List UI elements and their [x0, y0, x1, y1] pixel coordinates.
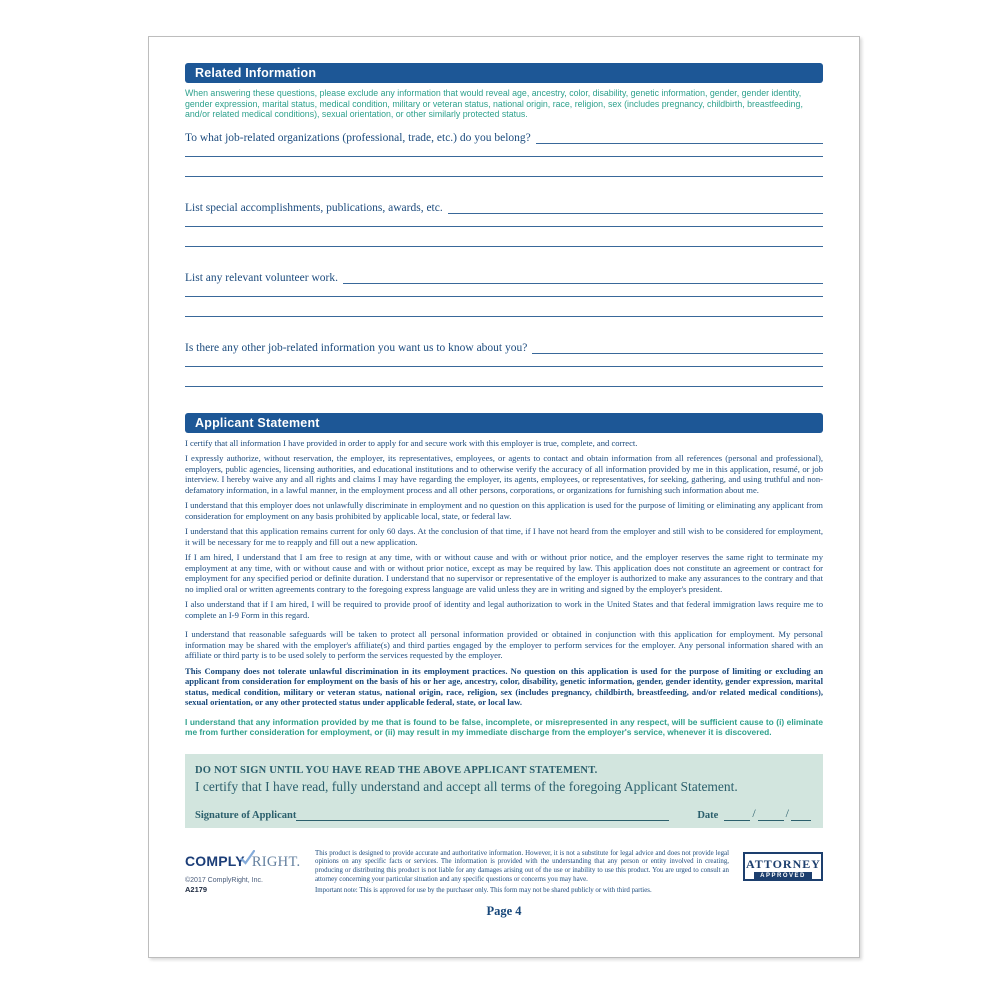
statement-paragraph-no-discrimination: This Company does not tolerate unlawful discrimination in its employment practices. No question on this application is used for the purpose of limiting or excluding an applicant from consideration for employment on the basis of his or her age, ancestry, color, disability, genetic information, gender, gender identity, gender expression, marital status, medical condition, military or veteran status, national origin, race, religion, sex (includes pregnancy, childbirth, breastfeeding, and/or related medical conditions), sexual orientation, or any other protected status under applicable federal, state, or local law.	[185, 665, 823, 708]
attorney-approved-badge	[743, 850, 823, 881]
answer-line[interactable]	[536, 130, 823, 144]
question-other-information	[185, 339, 823, 387]
logo-text-comply: COMPLY	[185, 852, 245, 869]
statement-paragraph: I expressly authorize, without reservation, the employer, its representatives, employees, or agents to contact and obtain information from all references (personal and professional), employers, public agencies, licensing authorities, and educational institutions and to otherwise verify the accuracy of all information provided by me in this application, resumé, or job interview. I hereby waive any and all rights and claims I may have regarding the employer, its agents, employees, or representatives, for seeking, gathering, and using truthful and non-defamatory information, in a lawful manner, in the employment process and all other persons, corporations, or organizations for furnishing such information about me.	[185, 453, 823, 495]
answer-line[interactable]	[185, 284, 823, 297]
question-label: To what job-related organizations (professional, trade, etc.) do you belong?	[185, 131, 531, 144]
question-label: Is there any other job-related information you want us to know about you?	[185, 341, 528, 354]
answer-line[interactable]	[448, 200, 823, 214]
certify-statement: I certify that I have read, fully understand and accept all terms of the foregoing Applicant Statement.	[195, 778, 738, 794]
important-note: Important note: This is approved for use by the purchaser only. This form may not be shared publicly or with third parties.	[315, 887, 652, 895]
signature-row	[195, 806, 811, 821]
question-label: List any relevant volunteer work.	[185, 271, 338, 284]
date-year-line[interactable]	[791, 809, 811, 821]
answer-line[interactable]	[343, 270, 823, 284]
applicant-statement-title: Applicant Statement	[195, 415, 320, 430]
date-day-line[interactable]	[758, 809, 784, 821]
statement-paragraph: I also understand that if I am hired, I will be required to provide proof of identity and legal authorization to work in the United States and that federal immigration laws require me to complete an I-9 Form in this regard.	[185, 599, 823, 620]
application-form-page	[148, 36, 860, 958]
complyright-logo	[185, 850, 303, 871]
statement-paragraph: I understand that this application remains current for only 60 days. At the conclusion of that time, if I have not heard from the employer and still wish to be considered for employment, it will be necessary for me to reapply and fill out a new application.	[185, 526, 823, 547]
answer-line[interactable]	[532, 340, 823, 354]
applicant-statement-header	[185, 413, 823, 433]
answer-line[interactable]	[185, 214, 823, 227]
question-volunteer-work	[185, 269, 823, 317]
answer-line[interactable]	[185, 227, 823, 247]
date-month-line[interactable]	[724, 809, 750, 821]
date-label: Date	[697, 809, 719, 821]
signature-box	[185, 754, 823, 828]
copyright-text: ©2017 ComplyRight, Inc.	[185, 876, 263, 884]
page-number: Page 4	[486, 904, 522, 919]
statement-paragraph-false-information: I understand that any information provided by me that is found to be false, incomplete, or misrepresented in any respect, will be sufficient cause to (i) eliminate me from further consideration for employment, or (ii) may result in my immediate discharge from the employer's service, whenever it is discovered.	[185, 716, 823, 738]
answer-line[interactable]	[185, 144, 823, 157]
badge-approved-text: APPROVED	[754, 872, 812, 881]
question-job-organizations	[185, 129, 823, 177]
related-information-intro: When answering these questions, please exclude any information that would reveal age, ancestry, color, disability, genetic information, gender, gender identity, gender expression, marital status, medical condition, military or veteran status, national origin, race, religion, sex (includes pregnancy, childbirth, breastfeeding, and/or related medical conditions), sexual orientation, or other similarly protected status.	[185, 88, 803, 120]
statement-paragraph: I understand that reasonable safeguards will be taken to protect all personal information provided or obtained in conjunction with this application for employment. My personal information may be shared with the employer's affiliate(s) and third parties engaged by the employer to perform services for the employer. Any personal information shared with an affiliate or third party is to be used solely to perform the services requested by the employer.	[185, 629, 823, 661]
badge-attorney-text: ATTORNEY	[746, 856, 821, 871]
related-information-title: Related Information	[195, 66, 317, 80]
signature-input-line[interactable]	[296, 809, 669, 821]
date-separator: /	[785, 805, 789, 820]
form-footer	[185, 850, 823, 894]
answer-line[interactable]	[185, 367, 823, 387]
question-label: List special accomplishments, publications, awards, etc.	[185, 201, 443, 214]
statement-paragraph: I certify that all information I have provided in order to apply for and secure work with this employer is true, complete, and correct.	[185, 437, 638, 448]
applicant-statement-body	[185, 438, 823, 738]
statement-paragraph: If I am hired, I understand that I am free to resign at any time, with or without cause and with or without prior notice, and the employer reserves the same right to terminate my employment at any time, with or without cause and with or without prior notice, except as may be required by law. This application does not constitute an agreement or contract for employment for any specified period or definite duration. I understand that no supervisor or representative of the employer is authorized to make any assurances to the contrary and that no implied oral or written agreements contrary to the foregoing express language are valid unless they are in writing and signed by the employer's president.	[185, 552, 823, 594]
related-information-header	[185, 63, 823, 83]
answer-line[interactable]	[185, 354, 823, 367]
statement-paragraph: I understand that this employer does not unlawfully discriminate in employment and no question on this application is used for the purpose of limiting or eliminating any applicant from consideration for employment on any basis prohibited by applicable local, state, or federal law.	[185, 500, 823, 521]
related-information-questions	[185, 129, 823, 387]
footer-brand-block	[185, 850, 303, 894]
do-not-sign-warning: DO NOT SIGN UNTIL YOU HAVE READ THE ABOVE APPLICANT STATEMENT.	[195, 764, 598, 776]
footer-disclaimer-block	[303, 850, 743, 894]
form-number: A2179	[185, 884, 208, 894]
signature-label: Signature of Applicant	[195, 809, 297, 821]
logo-text-right: RIGHT.	[251, 853, 301, 870]
legal-disclaimer: This product is designed to provide accurate and authoritative information. However, it is not a substitute for legal advice and does not provide legal opinions on any specific facts or services. The information is provided with the understanding that any person or entity involved in creating, producing or distributing this product is not liable for any damages arising out of the use or inability to use this product. You are urged to consult an attorney concerning your particular situation and any specific questions or concerns you may have.	[315, 849, 729, 883]
question-accomplishments	[185, 199, 823, 247]
date-separator: /	[752, 805, 756, 820]
answer-line[interactable]	[185, 297, 823, 317]
answer-line[interactable]	[185, 157, 823, 177]
